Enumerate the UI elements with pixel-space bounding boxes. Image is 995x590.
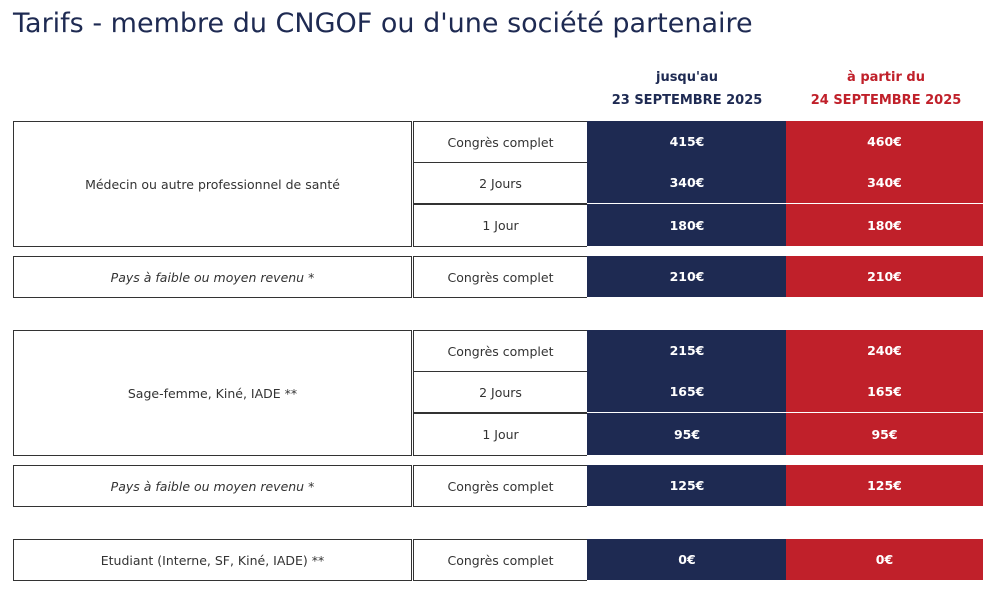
price-after: 180€ (786, 204, 983, 247)
price-after: 165€ (786, 371, 983, 413)
table-row (413, 121, 983, 163)
price-after: 125€ (786, 465, 983, 507)
column-header-before-line1: jusqu'au (655, 70, 719, 85)
tariff-group-low-income-2 (13, 465, 983, 507)
column-header-before-date: 23 SEPTEMBRE 2025 (611, 93, 763, 108)
table-row (413, 465, 983, 507)
category-label: Médecin ou autre professionnel de santé (13, 121, 412, 247)
table-row (413, 539, 983, 581)
table-row (413, 256, 983, 298)
column-header-after-line1: à partir du (847, 70, 925, 85)
duration-label: Congrès complet (413, 256, 588, 298)
duration-label: Congrès complet (413, 121, 588, 163)
duration-label: 1 Jour (413, 413, 588, 456)
price-after: 340€ (786, 162, 983, 204)
table-row (413, 330, 983, 372)
column-header-after (786, 66, 986, 112)
price-before: 180€ (587, 204, 787, 247)
price-before: 210€ (587, 256, 787, 298)
column-header-after-date: 24 SEPTEMBRE 2025 (810, 93, 962, 108)
duration-label: Congrès complet (413, 330, 588, 372)
price-before: 165€ (587, 371, 787, 413)
duration-label: Congrès complet (413, 465, 588, 507)
tariff-group-medecin (13, 121, 983, 247)
price-after: 95€ (786, 413, 983, 456)
tariff-group-sage-femme (13, 330, 983, 456)
category-label: Etudiant (Interne, SF, Kiné, IADE) ** (13, 539, 412, 581)
table-row (413, 162, 983, 204)
table-row (413, 371, 983, 413)
table-row (413, 204, 983, 247)
tariff-group-low-income-1 (13, 256, 983, 298)
category-label: Pays à faible ou moyen revenu * (13, 256, 412, 298)
price-before: 95€ (587, 413, 787, 456)
table-row (413, 413, 983, 456)
category-label: Pays à faible ou moyen revenu * (13, 465, 412, 507)
duration-label: Congrès complet (413, 539, 588, 581)
duration-label: 1 Jour (413, 204, 588, 247)
price-after: 210€ (786, 256, 983, 298)
price-before: 415€ (587, 121, 787, 163)
duration-label: 2 Jours (413, 371, 588, 413)
column-header-before (587, 66, 787, 112)
category-label: Sage-femme, Kiné, IADE ** (13, 330, 412, 456)
duration-label: 2 Jours (413, 162, 588, 204)
price-before: 215€ (587, 330, 787, 372)
price-before: 125€ (587, 465, 787, 507)
price-after: 0€ (786, 539, 983, 581)
price-before: 0€ (587, 539, 787, 581)
price-before: 340€ (587, 162, 787, 204)
price-after: 460€ (786, 121, 983, 163)
tariff-group-etudiant (13, 539, 983, 581)
page-title: Tarifs - membre du CNGOF ou d'une société partenaire (13, 8, 753, 39)
price-after: 240€ (786, 330, 983, 372)
